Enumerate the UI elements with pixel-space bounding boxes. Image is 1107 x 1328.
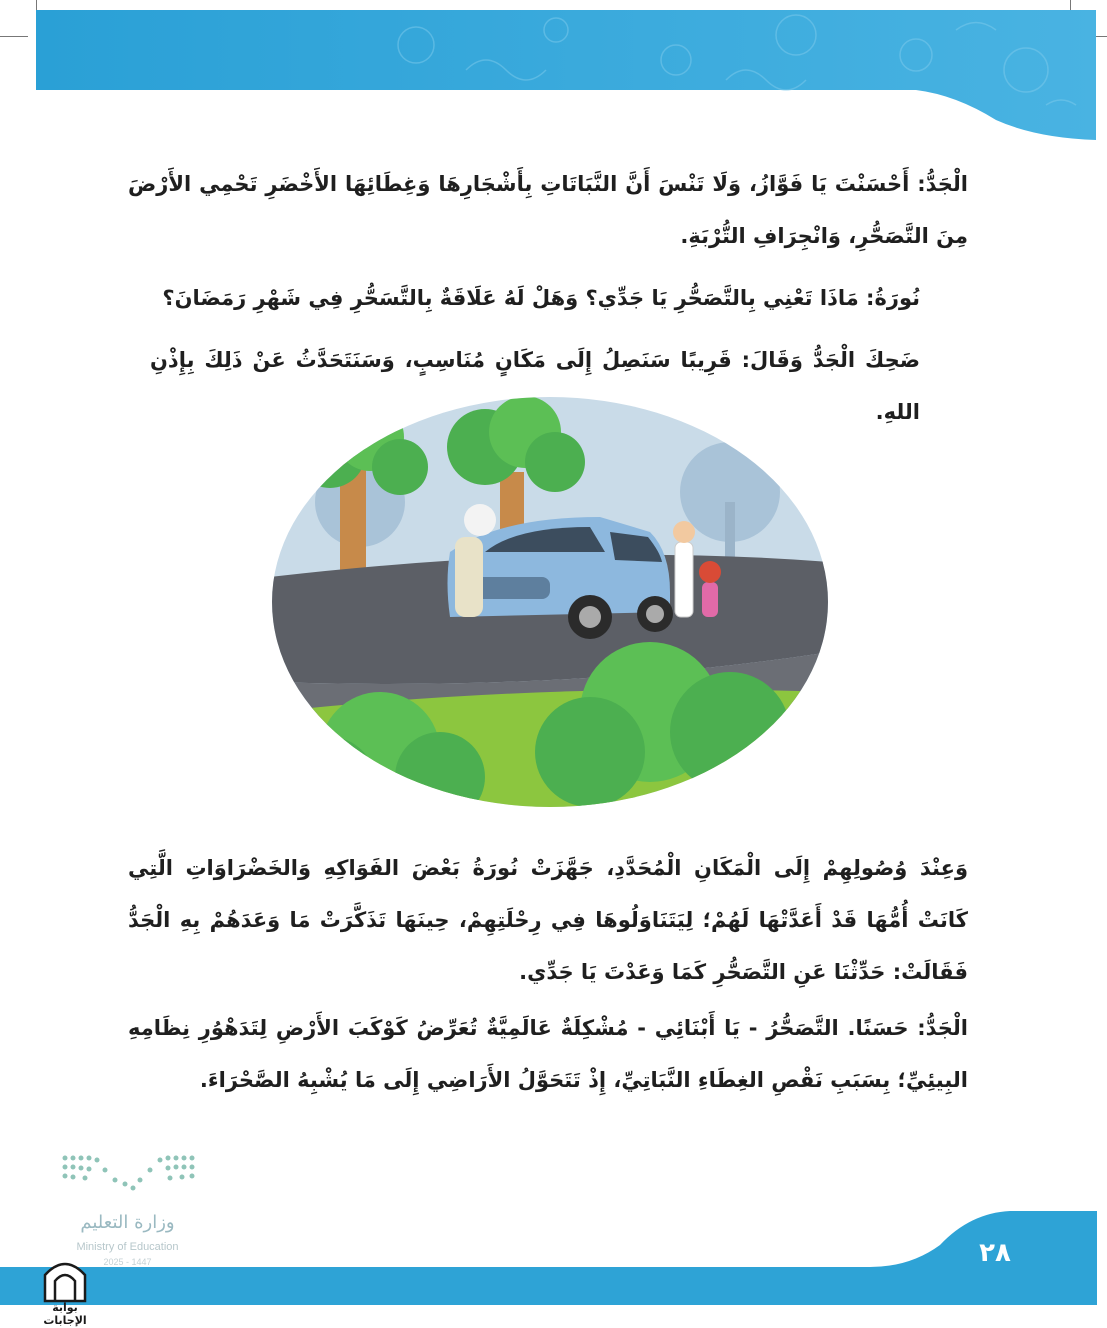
watermark-label: بوابة الإجابات: [43, 1301, 87, 1327]
crop-mark: [0, 36, 28, 37]
mosque-icon: [30, 1255, 100, 1303]
ministry-name-en: Ministry of Education: [76, 1241, 179, 1253]
paragraph: الْجَدُّ: أَحْسَنْتَ يَا فَوَّازُ، وَلَا تَنْسَ أَنَّ النَّبَاتَاتِ بِأَشْجَارِهَا وَغِطَائِهَا الأَخْضَرِ تَحْمِي الأَرْضَ مِنَ التَّصَحُّرِ، وَانْجِرَافِ التُّرْبَةِ.: [128, 172, 968, 248]
paragraph: الْجَدُّ: حَسَنًا. التَّصَحُّرُ - يَا أَبْنَائِي - مُشْكِلَةٌ عَالَمِيَّةٌ تُعَرِّضُ كَوْكَبَ الأَرْضِ لِتَدَهْوُرِ نِظَامِهِ البِيئِيِّ؛ بِسَبَبِ نَقْصِ الغِطَاءِ النَّبَاتِيِّ، إِذْ تَتَحَوَّلُ الأَرَاضِي إِلَى مَا يُشْبِهُ الصَّحْرَاءَ.: [128, 1016, 968, 1092]
header-banner: [36, 10, 1096, 140]
footer-banner: [0, 1205, 1107, 1305]
ministry-dots-icon: [55, 1150, 200, 1200]
paragraph: ضَحِكَ الْجَدُّ وَقَالَ: قَرِيبًا سَنَصِلُ إِلَى مَكَانٍ مُنَاسِبٍ، وَسَنَتَحَدَّثُ عَنْ ذَلِكَ بِإِذْنِ اللهِ.: [150, 348, 920, 424]
ministry-year: 2025 - 1447: [103, 1257, 152, 1267]
paragraph: وَعِنْدَ وُصُولِهِمْ إِلَى الْمَكَانِ الْمُحَدَّدِ، جَهَّزَتْ نُورَةُ بَعْضَ الفَوَاكِهِ وَالخَضْرَاوَاتِ الَّتِي كَانَتْ أُمُّهَا قَدْ أَعَدَّتْهَا لَهُمْ؛ لِيَتَنَاوَلُوهَا فِي رِحْلَتِهِمْ، حِينَهَا تَذَكَّرَتْ مَا وَعَدَهُمْ بِهِ الْجَدُّ فَقَالَتْ: حَدِّثْنَا عَنِ التَّصَحُّرِ كَمَا وَعَدْتَ يَا جَدِّي.: [128, 856, 968, 984]
page-number: ٢٨: [979, 1238, 1011, 1268]
watermark: [30, 1255, 100, 1327]
paragraph: نُورَةُ: مَاذَا تَعْنِي بِالتَّصَحُّرِ يَا جَدِّي؟ وَهَلْ لَهُ عَلَاقَةٌ بِالتَّسَحُّرِ فِي شَهْرِ رَمَضَانَ؟: [162, 286, 920, 310]
ministry-name-ar: وزارة التعليم: [80, 1212, 175, 1233]
car-trip-illustration: [270, 392, 830, 812]
